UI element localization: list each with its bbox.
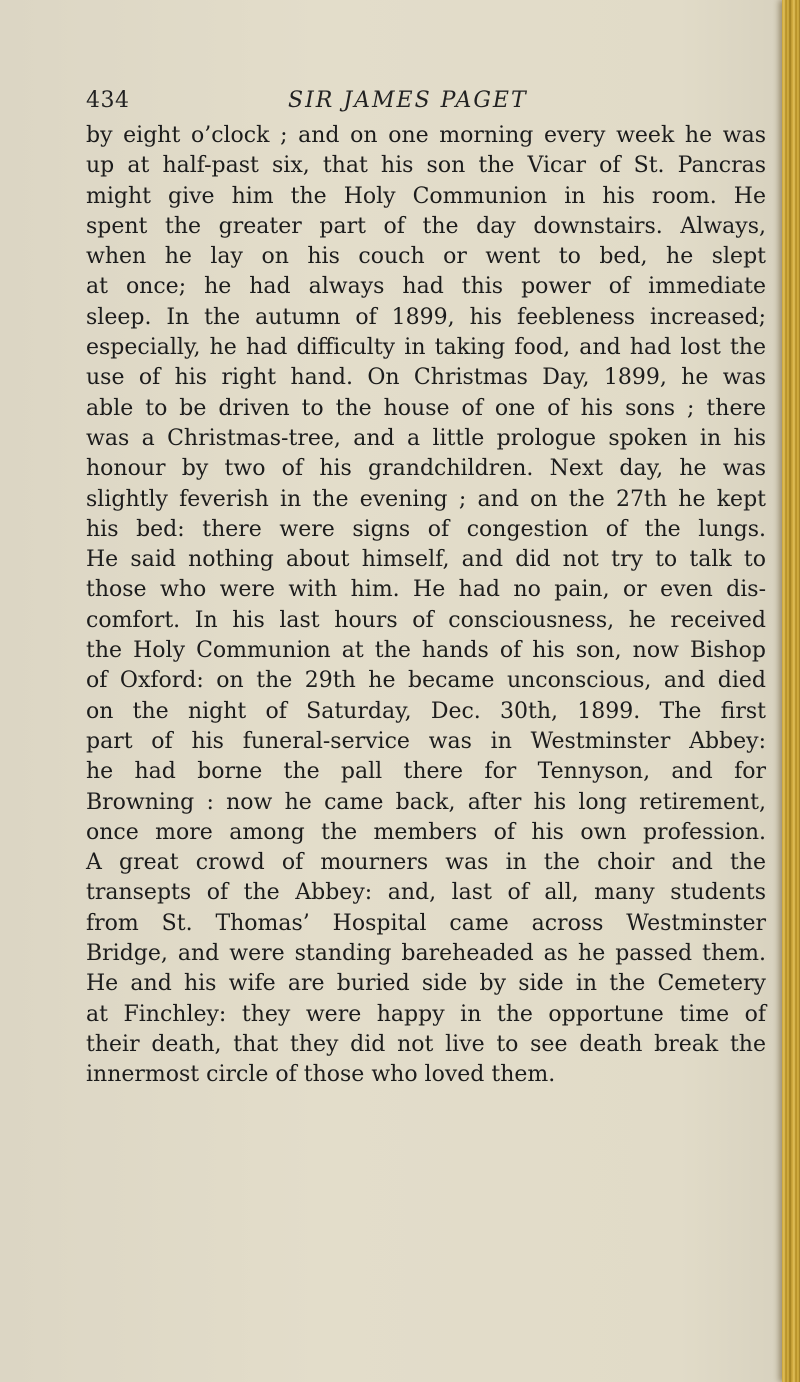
text-line: when he lay on his couch or went to bed, he slept bbox=[86, 244, 766, 270]
text-line: sleep. In the autumn of 1899, his feebleness increased; bbox=[86, 304, 766, 330]
text-line: Bridge, and were standing bareheaded as he passed them. bbox=[86, 941, 766, 967]
text-line: at once; he had always had this power of immediate bbox=[86, 274, 766, 300]
gilt-page-edge bbox=[782, 0, 800, 1382]
text-line: especially, he had difficulty in taking food, and had lost the bbox=[86, 335, 766, 361]
text-line: their death, that they did not live to see death break the bbox=[86, 1031, 766, 1057]
running-title: SIR JAMES PAGET bbox=[288, 88, 528, 113]
text-line: A great crowd of mourners was in the choir and the bbox=[86, 850, 766, 876]
text-line: transepts of the Abbey: and, last of all, many students bbox=[86, 880, 766, 906]
text-line: comfort. In his last hours of consciousness, he received bbox=[86, 607, 766, 633]
text-line: honour by two of his grandchildren. Next day, he was bbox=[86, 456, 766, 482]
page-number: 434 bbox=[86, 88, 130, 113]
text-line: was a Christmas-tree, and a little prologue spoken in his bbox=[86, 425, 766, 451]
text-line-last: innermost circle of those who loved them. bbox=[86, 1062, 556, 1088]
text-line: from St. Thomas’ Hospital came across Westminster bbox=[86, 910, 766, 936]
running-header bbox=[0, 88, 780, 118]
text-line: spent the greater part of the day downstairs. Always, bbox=[86, 213, 766, 239]
text-line: up at half-past six, that his son the Vicar of St. Pancras bbox=[86, 153, 766, 179]
text-line: he had borne the pall there for Tennyson, and for bbox=[86, 759, 766, 785]
text-line: might give him the Holy Communion in his room. He bbox=[86, 183, 766, 209]
text-line: on the night of Saturday, Dec. 30th, 1899. The first bbox=[86, 698, 766, 724]
text-line: He and his wife are buried side by side in the Cemetery bbox=[86, 971, 766, 997]
text-line: part of his funeral-service was in Westminster Abbey: bbox=[86, 728, 766, 754]
body-paragraph bbox=[86, 121, 766, 1091]
text-line: slightly feverish in the evening ; and on the 27th he kept bbox=[86, 486, 766, 512]
text-line: He said nothing about himself, and did not try to talk to bbox=[86, 547, 766, 573]
text-line: at Finchley: they were happy in the opportune time of bbox=[86, 1001, 766, 1027]
text-line: Browning : now he came back, after his long retirement, bbox=[86, 789, 766, 815]
text-line: his bed: there were signs of congestion of the lungs. bbox=[86, 516, 766, 542]
text-line: use of his right hand. On Christmas Day, 1899, he was bbox=[86, 365, 766, 391]
text-line: those who were with him. He had no pain, or even dis- bbox=[86, 577, 766, 603]
text-line: able to be driven to the house of one of his sons ; there bbox=[86, 395, 766, 421]
text-line: the Holy Communion at the hands of his son, now Bishop bbox=[86, 638, 766, 664]
text-line: by eight o’clock ; and on one morning every week he was bbox=[86, 123, 766, 148]
text-line: once more among the members of his own profession. bbox=[86, 819, 766, 845]
text-line: of Oxford: on the 29th he became unconscious, and died bbox=[86, 668, 766, 694]
